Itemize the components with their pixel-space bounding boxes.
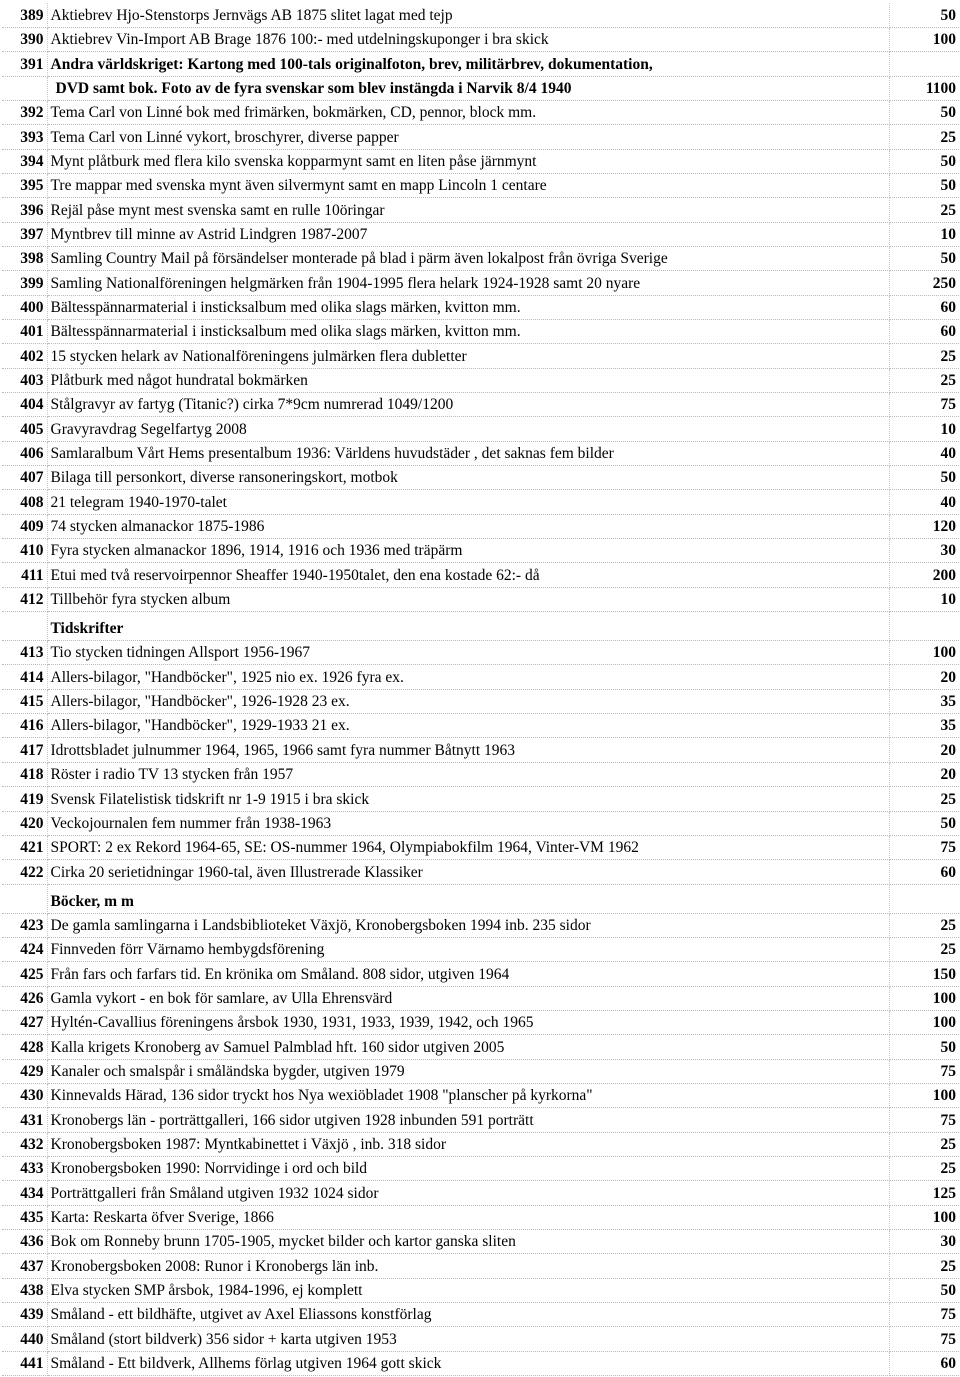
lot-start-price: 100 bbox=[889, 641, 959, 665]
lot-start-price: 40 bbox=[889, 441, 959, 465]
lot-number: 428 bbox=[2, 1035, 47, 1059]
lot-number: 409 bbox=[2, 514, 47, 538]
section-heading-spacer bbox=[889, 884, 959, 913]
lot-row bbox=[2, 344, 959, 368]
lot-row bbox=[2, 417, 959, 441]
lot-row bbox=[2, 1181, 959, 1205]
lot-number: 411 bbox=[2, 563, 47, 587]
lot-start-price: 50 bbox=[889, 1278, 959, 1302]
lot-row bbox=[2, 937, 959, 961]
section-heading-row bbox=[2, 884, 959, 913]
lot-start-price: 25 bbox=[889, 1132, 959, 1156]
lot-start-price: 10 bbox=[889, 587, 959, 611]
lot-start-price: 35 bbox=[889, 714, 959, 738]
lot-number: 427 bbox=[2, 1010, 47, 1034]
lot-number: 389 bbox=[2, 3, 47, 27]
lot-start-price: 25 bbox=[889, 125, 959, 149]
lot-start-price: 25 bbox=[889, 198, 959, 222]
lot-number: 390 bbox=[2, 27, 47, 51]
lot-description: Allers-bilagor, "Handböcker", 1925 nio ex. 1926 fyra ex. bbox=[47, 665, 889, 689]
lot-row bbox=[2, 1303, 959, 1327]
lot-start-price: 25 bbox=[889, 1254, 959, 1278]
lot-description: Småland - ett bildhäfte, utgivet av Axel Eliassons konstförlag bbox=[47, 1303, 889, 1327]
lot-description: 74 stycken almanackor 1875-1986 bbox=[47, 514, 889, 538]
lot-number: 426 bbox=[2, 986, 47, 1010]
lot-row bbox=[2, 295, 959, 319]
lot-number: 440 bbox=[2, 1327, 47, 1351]
lot-number: 400 bbox=[2, 295, 47, 319]
lot-row bbox=[2, 738, 959, 762]
lot-description: Kinnevalds Härad, 136 sidor tryckt hos Nya wexiöbladet 1908 "planscher på kyrkorna" bbox=[47, 1083, 889, 1107]
lot-description: Kronobergs län - porträttgalleri, 166 sidor utgiven 1928 inbunden 591 porträtt bbox=[47, 1108, 889, 1132]
lot-row bbox=[2, 246, 959, 270]
lot-number: 416 bbox=[2, 714, 47, 738]
lot-description: Kanaler och smalspår i småländska bygder, utgiven 1979 bbox=[47, 1059, 889, 1083]
lot-description: Karta: Reskarta öfver Sverige, 1866 bbox=[47, 1205, 889, 1229]
lot-number: 406 bbox=[2, 441, 47, 465]
lot-number: 439 bbox=[2, 1303, 47, 1327]
lot-description: SPORT: 2 ex Rekord 1964-65, SE: OS-nummer 1964, Olympiabokfilm 1964, Vinter-VM 1962 bbox=[47, 835, 889, 859]
lot-description: Tio stycken tidningen Allsport 1956-1967 bbox=[47, 641, 889, 665]
lot-start-price: 25 bbox=[889, 787, 959, 811]
lot-row bbox=[2, 539, 959, 563]
lot-description: Porträttgalleri från Småland utgiven 1932 1024 sidor bbox=[47, 1181, 889, 1205]
lot-row bbox=[2, 1278, 959, 1302]
lot-row bbox=[2, 173, 959, 197]
lot-start-price: 75 bbox=[889, 393, 959, 417]
section-heading-row bbox=[2, 612, 959, 641]
lot-start-price: 40 bbox=[889, 490, 959, 514]
lot-row bbox=[2, 319, 959, 343]
lot-row bbox=[2, 1059, 959, 1083]
lot-description: 21 telegram 1940-1970-talet bbox=[47, 490, 889, 514]
lot-start-price: 50 bbox=[889, 100, 959, 124]
lot-description: Rejäl påse mynt mest svenska samt en rulle 10öringar bbox=[47, 198, 889, 222]
lot-number: 401 bbox=[2, 319, 47, 343]
lot-row bbox=[2, 1108, 959, 1132]
lot-description: Finnveden förr Värnamo hembygdsförening bbox=[47, 937, 889, 961]
lot-start-price: 25 bbox=[889, 937, 959, 961]
lot-table-body bbox=[2, 3, 959, 1376]
lot-description: Andra världskriget: Kartong med 100-tals originalfoton, brev, militärbrev, dokumentation, bbox=[47, 52, 889, 76]
lot-description: Bältesspännarmaterial i insticksalbum med olika slags märken, kvitton mm. bbox=[47, 319, 889, 343]
lot-description: Veckojournalen fem nummer från 1938-1963 bbox=[47, 811, 889, 835]
lot-row bbox=[2, 368, 959, 392]
lot-start-price: 50 bbox=[889, 811, 959, 835]
lot-start-price: 75 bbox=[889, 1059, 959, 1083]
lot-row bbox=[2, 563, 959, 587]
lot-number: 394 bbox=[2, 149, 47, 173]
lot-number: 422 bbox=[2, 860, 47, 884]
lot-start-price: 30 bbox=[889, 539, 959, 563]
lot-start-price: 100 bbox=[889, 1205, 959, 1229]
lot-number: 437 bbox=[2, 1254, 47, 1278]
lot-number: 404 bbox=[2, 393, 47, 417]
lot-description: Bilaga till personkort, diverse ransoneringskort, motbok bbox=[47, 466, 889, 490]
lot-start-price: 125 bbox=[889, 1181, 959, 1205]
lot-number: 441 bbox=[2, 1351, 47, 1375]
lot-description: Svensk Filatelistisk tidskrift nr 1-9 1915 i bra skick bbox=[47, 787, 889, 811]
lot-description: Mynt plåtburk med flera kilo svenska kopparmynt samt en liten påse järnmynt bbox=[47, 149, 889, 173]
lot-start-price: 20 bbox=[889, 665, 959, 689]
section-heading: Tidskrifter bbox=[47, 612, 889, 641]
lot-start-price: 20 bbox=[889, 762, 959, 786]
section-heading-spacer bbox=[889, 612, 959, 641]
lot-row bbox=[2, 393, 959, 417]
lot-start-price: 120 bbox=[889, 514, 959, 538]
lot-row bbox=[2, 271, 959, 295]
lot-description: Elva stycken SMP årsbok, 1984-1996, ej komplett bbox=[47, 1278, 889, 1302]
lot-start-price: 75 bbox=[889, 1303, 959, 1327]
lot-start-price: 1100 bbox=[889, 76, 959, 100]
lot-row bbox=[2, 27, 959, 51]
lot-number: 421 bbox=[2, 835, 47, 859]
lot-start-price: 50 bbox=[889, 3, 959, 27]
lot-row bbox=[2, 198, 959, 222]
lot-number: 419 bbox=[2, 787, 47, 811]
lot-start-price: 50 bbox=[889, 173, 959, 197]
lot-number bbox=[2, 76, 47, 100]
lot-number: 410 bbox=[2, 539, 47, 563]
lot-description: Stålgravyr av fartyg (Titanic?) cirka 7*9cm numrerad 1049/1200 bbox=[47, 393, 889, 417]
lot-number: 396 bbox=[2, 198, 47, 222]
lot-start-price: 25 bbox=[889, 344, 959, 368]
lot-row bbox=[2, 860, 959, 884]
lot-description: Tre mappar med svenska mynt även silvermynt samt en mapp Lincoln 1 centare bbox=[47, 173, 889, 197]
lot-row bbox=[2, 514, 959, 538]
lot-description: Bältesspännarmaterial i insticksalbum med olika slags märken, kvitton mm. bbox=[47, 295, 889, 319]
lot-number: 403 bbox=[2, 368, 47, 392]
lot-start-price: 100 bbox=[889, 986, 959, 1010]
lot-row bbox=[2, 466, 959, 490]
lot-number: 392 bbox=[2, 100, 47, 124]
lot-start-price: 75 bbox=[889, 1108, 959, 1132]
lot-row bbox=[2, 689, 959, 713]
lot-description: Idrottsbladet julnummer 1964, 1965, 1966 samt fyra nummer Båtnytt 1963 bbox=[47, 738, 889, 762]
lot-row bbox=[2, 1132, 959, 1156]
lot-start-price: 50 bbox=[889, 1035, 959, 1059]
section-heading: Böcker, m m bbox=[47, 884, 889, 913]
lot-description: Gamla vykort - en bok för samlare, av Ulla Ehrensvärd bbox=[47, 986, 889, 1010]
lot-description: Kronobergsboken 1990: Norrvidinge i ord och bild bbox=[47, 1156, 889, 1180]
lot-row bbox=[2, 490, 959, 514]
lot-row bbox=[2, 1156, 959, 1180]
lot-row bbox=[2, 1035, 959, 1059]
lot-number: 431 bbox=[2, 1108, 47, 1132]
lot-row bbox=[2, 714, 959, 738]
lot-description: Allers-bilagor, "Handböcker", 1929-1933 21 ex. bbox=[47, 714, 889, 738]
lot-row bbox=[2, 52, 959, 76]
lot-start-price: 75 bbox=[889, 1327, 959, 1351]
lot-number: 432 bbox=[2, 1132, 47, 1156]
section-heading-spacer bbox=[2, 612, 47, 641]
lot-number: 436 bbox=[2, 1230, 47, 1254]
lot-description: Aktiebrev Vin-Import AB Brage 1876 100:- med utdelningskuponger i bra skick bbox=[47, 27, 889, 51]
lot-start-price: 50 bbox=[889, 246, 959, 270]
lot-row bbox=[2, 787, 959, 811]
lot-row bbox=[2, 441, 959, 465]
lot-row bbox=[2, 1327, 959, 1351]
lot-description: Tillbehör fyra stycken album bbox=[47, 587, 889, 611]
lot-number: 438 bbox=[2, 1278, 47, 1302]
lot-description: Tema Carl von Linné vykort, broschyrer, diverse papper bbox=[47, 125, 889, 149]
lot-number: 417 bbox=[2, 738, 47, 762]
lot-description: Kalla krigets Kronoberg av Samuel Palmblad hft. 160 sidor utgiven 2005 bbox=[47, 1035, 889, 1059]
lot-row bbox=[2, 962, 959, 986]
lot-description: Samling Country Mail på försändelser monterade på blad i pärm även lokalpost från övriga Sverige bbox=[47, 246, 889, 270]
lot-description: Småland - Ett bildverk, Allhems förlag utgiven 1964 gott skick bbox=[47, 1351, 889, 1375]
lot-number: 433 bbox=[2, 1156, 47, 1180]
lot-row bbox=[2, 1230, 959, 1254]
lot-number: 391 bbox=[2, 52, 47, 76]
lot-description: Allers-bilagor, "Handböcker", 1926-1928 23 ex. bbox=[47, 689, 889, 713]
lot-row bbox=[2, 811, 959, 835]
lot-description: Aktiebrev Hjo-Stenstorps Jernvägs AB 1875 slitet lagat med tejp bbox=[47, 3, 889, 27]
lot-description: DVD samt bok. Foto av de fyra svenskar som blev instängda i Narvik 8/4 1940 bbox=[47, 76, 889, 100]
lot-start-price: 250 bbox=[889, 271, 959, 295]
lot-row bbox=[2, 3, 959, 27]
lot-start-price: 35 bbox=[889, 689, 959, 713]
lot-number: 402 bbox=[2, 344, 47, 368]
lot-table bbox=[2, 3, 959, 1376]
lot-description: Cirka 20 serietidningar 1960-tal, även Illustrerade Klassiker bbox=[47, 860, 889, 884]
lot-row bbox=[2, 1205, 959, 1229]
lot-description: Samling Nationalföreningen helgmärken från 1904-1995 flera helark 1924-1928 samt 20 nyare bbox=[47, 271, 889, 295]
lot-number: 430 bbox=[2, 1083, 47, 1107]
lot-row bbox=[2, 222, 959, 246]
lot-start-price: 60 bbox=[889, 295, 959, 319]
lot-start-price: 200 bbox=[889, 563, 959, 587]
lot-start-price: 100 bbox=[889, 27, 959, 51]
lot-start-price: 60 bbox=[889, 319, 959, 343]
lot-start-price: 50 bbox=[889, 466, 959, 490]
lot-start-price: 10 bbox=[889, 222, 959, 246]
lot-number: 397 bbox=[2, 222, 47, 246]
lot-row bbox=[2, 100, 959, 124]
lot-number: 418 bbox=[2, 762, 47, 786]
lot-start-price: 25 bbox=[889, 913, 959, 937]
lot-start-price bbox=[889, 52, 959, 76]
lot-start-price: 100 bbox=[889, 1010, 959, 1034]
lot-row bbox=[2, 641, 959, 665]
lot-description: Myntbrev till minne av Astrid Lindgren 1987-2007 bbox=[47, 222, 889, 246]
section-heading-spacer bbox=[2, 884, 47, 913]
lot-description: Gravyravdrag Segelfartyg 2008 bbox=[47, 417, 889, 441]
lot-row bbox=[2, 1351, 959, 1375]
lot-description: Bok om Ronneby brunn 1705-1905, mycket bilder och kartor ganska sliten bbox=[47, 1230, 889, 1254]
lot-number: 415 bbox=[2, 689, 47, 713]
lot-description: Fyra stycken almanackor 1896, 1914, 1916 och 1936 med träpärm bbox=[47, 539, 889, 563]
lot-row bbox=[2, 149, 959, 173]
lot-start-price: 150 bbox=[889, 962, 959, 986]
lot-description: Kronobergsboken 1987: Myntkabinettet i Växjö , inb. 318 sidor bbox=[47, 1132, 889, 1156]
lot-row bbox=[2, 125, 959, 149]
lot-number: 425 bbox=[2, 962, 47, 986]
lot-number: 395 bbox=[2, 173, 47, 197]
lot-start-price: 100 bbox=[889, 1083, 959, 1107]
lot-row bbox=[2, 665, 959, 689]
lot-description: Kronobergsboken 2008: Runor i Kronobergs län inb. bbox=[47, 1254, 889, 1278]
lot-number: 399 bbox=[2, 271, 47, 295]
lot-start-price: 60 bbox=[889, 1351, 959, 1375]
lot-number: 405 bbox=[2, 417, 47, 441]
lot-number: 429 bbox=[2, 1059, 47, 1083]
lot-description: Röster i radio TV 13 stycken från 1957 bbox=[47, 762, 889, 786]
lot-row bbox=[2, 762, 959, 786]
lot-row bbox=[2, 835, 959, 859]
lot-start-price: 25 bbox=[889, 1156, 959, 1180]
lot-row bbox=[2, 913, 959, 937]
lot-description: Plåtburk med något hundratal bokmärken bbox=[47, 368, 889, 392]
lot-start-price: 25 bbox=[889, 368, 959, 392]
lot-row bbox=[2, 1254, 959, 1278]
lot-start-price: 30 bbox=[889, 1230, 959, 1254]
lot-row bbox=[2, 1083, 959, 1107]
lot-start-price: 20 bbox=[889, 738, 959, 762]
lot-start-price: 75 bbox=[889, 835, 959, 859]
lot-number: 412 bbox=[2, 587, 47, 611]
lot-row bbox=[2, 587, 959, 611]
lot-description: Etui med två reservoirpennor Sheaffer 1940-1950talet, den ena kostade 62:- då bbox=[47, 563, 889, 587]
lot-number: 408 bbox=[2, 490, 47, 514]
lot-start-price: 10 bbox=[889, 417, 959, 441]
lot-number: 420 bbox=[2, 811, 47, 835]
lot-number: 435 bbox=[2, 1205, 47, 1229]
lot-row bbox=[2, 76, 959, 100]
lot-description: Tema Carl von Linné bok med frimärken, bokmärken, CD, pennor, block mm. bbox=[47, 100, 889, 124]
lot-start-price: 50 bbox=[889, 149, 959, 173]
lot-number: 393 bbox=[2, 125, 47, 149]
lot-description: 15 stycken helark av Nationalföreningens julmärken flera dubletter bbox=[47, 344, 889, 368]
lot-number: 407 bbox=[2, 466, 47, 490]
lot-number: 414 bbox=[2, 665, 47, 689]
lot-row bbox=[2, 1010, 959, 1034]
lot-description: De gamla samlingarna i Landsbiblioteket Växjö, Kronobergsboken 1994 inb. 235 sidor bbox=[47, 913, 889, 937]
lot-number: 398 bbox=[2, 246, 47, 270]
lot-number: 424 bbox=[2, 937, 47, 961]
lot-description: Småland (stort bildverk) 356 sidor + karta utgiven 1953 bbox=[47, 1327, 889, 1351]
lot-description: Hyltén-Cavallius föreningens årsbok 1930, 1931, 1933, 1939, 1942, och 1965 bbox=[47, 1010, 889, 1034]
lot-description: Från fars och farfars tid. En krönika om Småland. 808 sidor, utgiven 1964 bbox=[47, 962, 889, 986]
lot-number: 413 bbox=[2, 641, 47, 665]
lot-start-price: 60 bbox=[889, 860, 959, 884]
lot-row bbox=[2, 986, 959, 1010]
lot-number: 423 bbox=[2, 913, 47, 937]
lot-number: 434 bbox=[2, 1181, 47, 1205]
lot-description: Samlaralbum Vårt Hems presentalbum 1936: Världens huvudstäder , det saknas fem bilder bbox=[47, 441, 889, 465]
